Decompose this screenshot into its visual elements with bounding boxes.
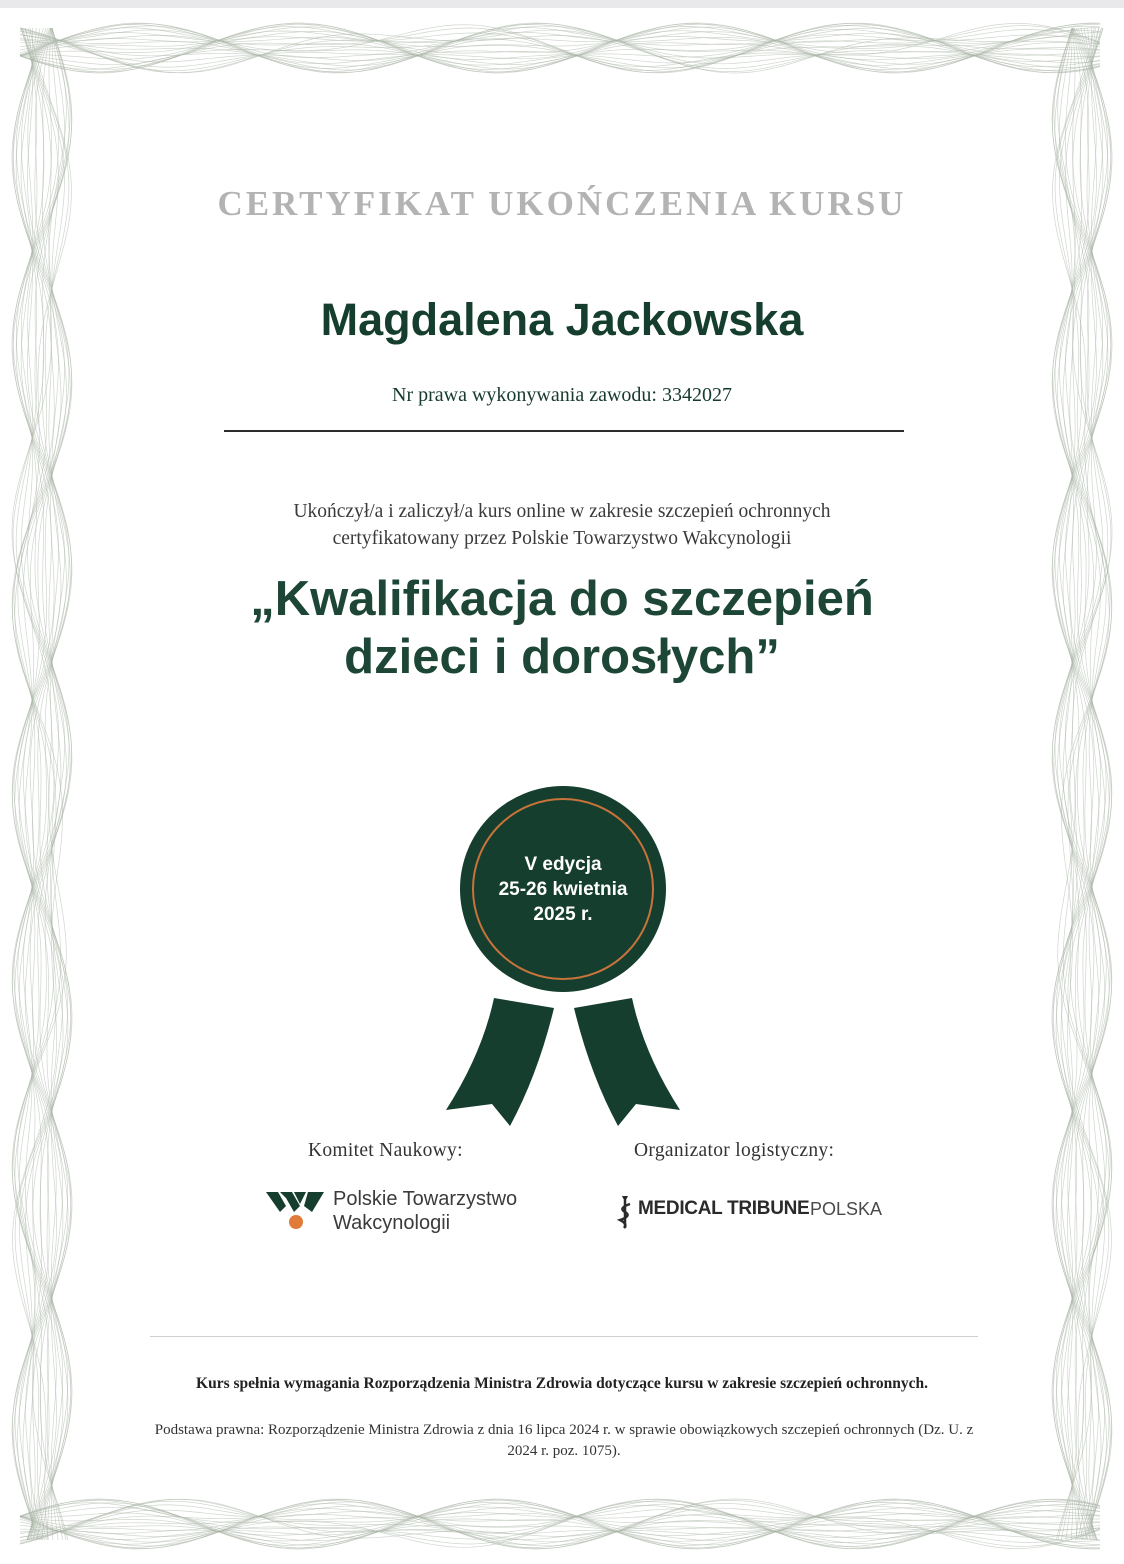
ptw-logo-icon [266,1192,326,1234]
description-line-1: Ukończył/a i zaliczył/a kurs online w zakresie szczepień ochronnych [293,501,831,522]
caduceus-icon [616,1194,636,1230]
scientific-committee-label: Komitet Naukowy: [308,1140,463,1161]
legal-basis: Podstawa prawna: Rozporządzenie Ministra Zdrowia z dnia 16 lipca 2024 r. w sprawie obowiązkowych szczepień ochronnych (Dz. U. z 2024 r. poz. 1075). [154,1422,974,1459]
seal-ribbons [440,994,690,1144]
license-number: 3342027 [661,384,732,406]
ptw-logo-line-2: Wakcynologii [333,1212,451,1234]
mt-logo-light: POLSKA [810,1199,883,1219]
course-title-line-2: dzieci i dorosłych” [344,630,780,684]
mt-logo-bold: MEDICAL TRIBUNE [638,1198,810,1219]
seal-year: 2025 r. [533,904,593,925]
requirement-statement: Kurs spełnia wymagania Rozporządzenia Ministra Zdrowia dotyczące kursu w zakresie szczepień ochronnych. [196,1375,928,1392]
logistic-organizer-label: Organizator logistyczny: [634,1140,835,1161]
seal-text [460,852,666,927]
course-title-line-1: „Kwalifikacja do szczepień [250,572,874,626]
ribbon-left [446,998,554,1126]
certificate-title: CERTYFIKAT UKOŃCZENIA KURSU [217,184,907,223]
course-description [0,498,1124,552]
ptw-logo-line-1: Polskie Towarzystwo [333,1188,518,1210]
recipient-name: Magdalena Jackowska [320,294,804,345]
license-line [0,384,1124,407]
name-divider [224,430,904,432]
certificate-page [0,8,1124,1564]
ptw-logo [266,1186,546,1242]
edition-seal [460,786,666,992]
description-line-2: certyfikatowany przez Polskie Towarzystwo Wakcynologii [332,528,792,549]
ribbon-right [574,998,680,1126]
top-bar [0,0,1124,8]
ptw-logo-text [333,1187,517,1235]
license-label: Nr prawa wykonywania zawodu: [392,384,657,406]
seal-dates: 25-26 kwietnia [498,879,628,900]
footer-divider [150,1336,978,1337]
medical-tribune-logo [616,1192,886,1232]
seal-edition: V edycja [524,854,602,875]
course-title [0,570,1124,686]
